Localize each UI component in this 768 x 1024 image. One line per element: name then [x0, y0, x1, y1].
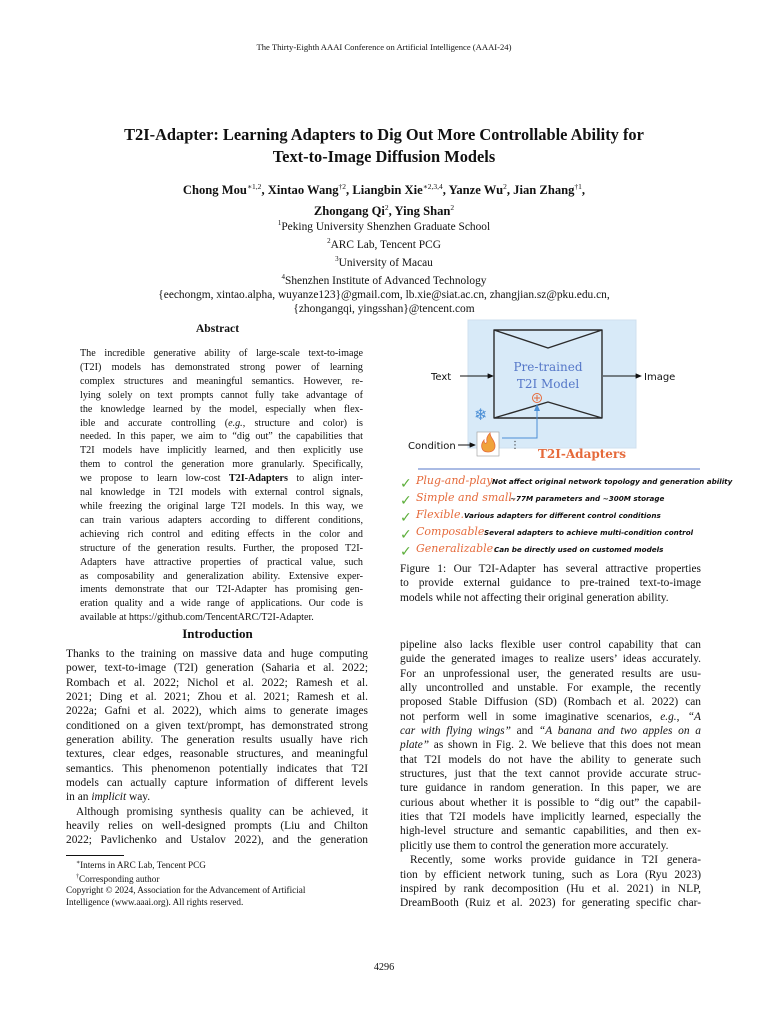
email-line: {zhongangqi, yingsshan}@tencent.com — [293, 303, 475, 316]
introduction-left-column: Thanks to the training on massive data and huge computing power, text-to-image (T2I) generation (Saharia et al. 2022; Rombach et al. 2022; Nichol et al. 2022; Ramesh et al. 2021; Ding et al. 2021; Zhou et al. 2021; Ramesh et al. 2022a; Gafni et al. 2022), which aims to generate images conditioned on a given text/prompt, has demonstrated strong generation ability. The generation results usually have rich textures, clear edges, reasonable structures, and meaningful semantics. This phenomenon potentially indicates that T2I models can actually capture information of different levels in an implicit way. Although promising synthesis quality can be achieved, it heavily relies on well-designed prompts (Liu and Chilton 2022; Pavlichenko and Ustalov 2022), and the generation — [66, 648, 368, 847]
introduction-heading: Introduction — [182, 626, 253, 641]
feature-name: Simple and small. — [416, 491, 516, 504]
figure-1-diagram — [398, 318, 733, 560]
author-name: Ying Shan — [394, 204, 451, 219]
page-number: 4296 — [373, 962, 395, 973]
check-icon: ✓ — [400, 527, 412, 543]
feature-name: Generalizable. — [416, 542, 497, 555]
check-icon: ✓ — [400, 510, 412, 526]
condition-label: Condition — [408, 441, 456, 452]
check-icon: ✓ — [400, 493, 412, 509]
author-name: Zhongang Qi — [313, 204, 385, 219]
affiliations: $^1$Peking University Shenzhen Graduate School $^2$ARC Lab, Tencent PCG $^3$University of Macau $^4$Shenzhen Institute of Advanced Technology {eechongm, xintao.alpha, wuyanze123}@gmail.com, lb.xie@siat.ac.cn, zhangjian.sz@pku.edu.cn, {zhongangqi, yingsshan}@tencent.com — [40, 216, 728, 316]
feature-name: Flexible. — [416, 508, 464, 521]
author-name: Jian Zhang — [513, 183, 575, 198]
feature-name: Composable. — [416, 525, 488, 538]
snowflake-icon: ❄ — [474, 405, 488, 424]
author-name: Yanze Wu — [448, 183, 504, 198]
model-label-line1: Pre-trained — [513, 360, 583, 374]
abstract-body: The incredible generative ability of large-scale text-to-image (T2I) models has demonstrated strong power of learning complex structures and meaningful semantics. However, re- lying solely on text prompts cannot fully take advantage of the knowledge learned by the model, especially when flex- ible and accurate controlling (e.g., structure and color) is needed. In this paper, we aim to “dig out” the capabilities that T2I models have implicitly learned, and then explicitly use them to control the generation more granularly. Specifically, we propose to learn low-cost T2I-Adapters to align inter- nal knowledge in T2I models with external control signals, while freezing the original large T2I models. In this way, we can train various adapters according to different conditions, achieving rich control and editing effects in the color and structure of the generation results. Further, the proposed T2I- Adapters have attractive properties of practical value, such as composability and generalization ability. Extensive exper- iments demonstrate that our T2I-Adapter has promising gen- eration quality and a wide range of applications. Our code is available at https://github.com/TencentARC/T2I-Adapter. — [80, 348, 364, 624]
feature-list — [400, 474, 733, 560]
feature-name: Plug-and-play. — [416, 474, 495, 487]
output-image-label: Image — [644, 372, 676, 383]
email-line: {eechongm, xintao.alpha, wuyanze123}@gmail.com, lb.xie@siat.ac.cn, zhangjian.sz@pku.edu.cn, — [158, 289, 610, 301]
author-name: Xintao Wang — [267, 183, 339, 198]
feature-description: Several adapters to achieve multi-condition control — [484, 528, 694, 537]
figure-caption: Figure 1: Our T2I-Adapter has several attractive properties to provide external guidance to pre-trained text-to-image models while not affecting their original generation ability. — [400, 563, 701, 604]
ellipsis-icon: ⋮ — [510, 440, 520, 451]
copyright-notice: Copyright © 2024, Association for the Advancement of Artificial — [66, 885, 306, 896]
footnotes: ∗Interns in ARC Lab, Tencent PCG †Corresponding author Copyright © 2024, Association for the Advancement of Artificial Intelligence (www.aaai.org). All rights reserved. — [66, 858, 368, 909]
adapter-label: T2I-Adapters — [538, 447, 626, 461]
model-label-line2: T2I Model — [516, 377, 580, 391]
author-name: Liangbin Xie — [352, 183, 423, 198]
running-head: The Thirty-Eighth AAAI Conference on Artificial Intelligence (AAAI-24) — [256, 42, 512, 52]
feature-description: Can be directly used on customed models — [494, 545, 664, 554]
feature-description: ~77M parameters and ~300M storage — [510, 494, 665, 503]
author-name: Chong Mou — [182, 183, 247, 198]
abstract-heading: Abstract — [195, 322, 240, 335]
feature-description: Various adapters for different control conditions — [464, 511, 661, 520]
check-icon: ✓ — [400, 476, 412, 492]
check-icon: ✓ — [400, 544, 412, 560]
introduction-right-column: pipeline also lacks flexible user control capability that can guide the generated images to realize users’ ideas accurately. For an unprofessional user, the generated results are usu- ally uncontrolled and unstable. For example, the recently proposed Stable Diffusion (SD) (Rombach et al. 2022) can not perform well in some imaginative scenarios, e.g., “A car with flying wings” and “A banana and two apples on a plate” as shown in Fig. 2. We believe that this does not mean that T2I models do not have the ability to generate such structures, just that the text cannot provide accurate struc- ture guidance in random generation. In this paper, we are curious about whether it is possible to “dig out” the capabil- ities that T2I models have implicitly learned, especially the high-level structure and semantic capabilities, and then ex- plicitly use them to control the generation more accurately. Recently, some works provide guidance in T2I genera- tion by efficient network tuning, such as Lora (Ryu 2023) inspired by rank decomposition (Hu et al. 2021) in NLP, DreamBooth (Ruiz et al. 2023) for generating specific char- — [400, 639, 701, 910]
footnote-rule — [66, 855, 124, 856]
paper-title: T2I-Adapter: Learning Adapters to Dig Out More Controllable Ability for Text-to-Image Diffusion Models — [124, 125, 644, 166]
author-list: Chong Mou$^{∗1,2}$, Xintao Wang$^{\dagger 2}$, Liangbin Xie$^{∗2,3,4}$, Yanze Wu$^2$, Jian Zhang$^{\dagger 1}$, Zhongang Qi$^2$, Ying Shan$^2$ — [182, 182, 586, 219]
feature-description: Not affect original network topology and generation ability — [492, 477, 733, 486]
input-text-label: Text — [431, 372, 452, 383]
